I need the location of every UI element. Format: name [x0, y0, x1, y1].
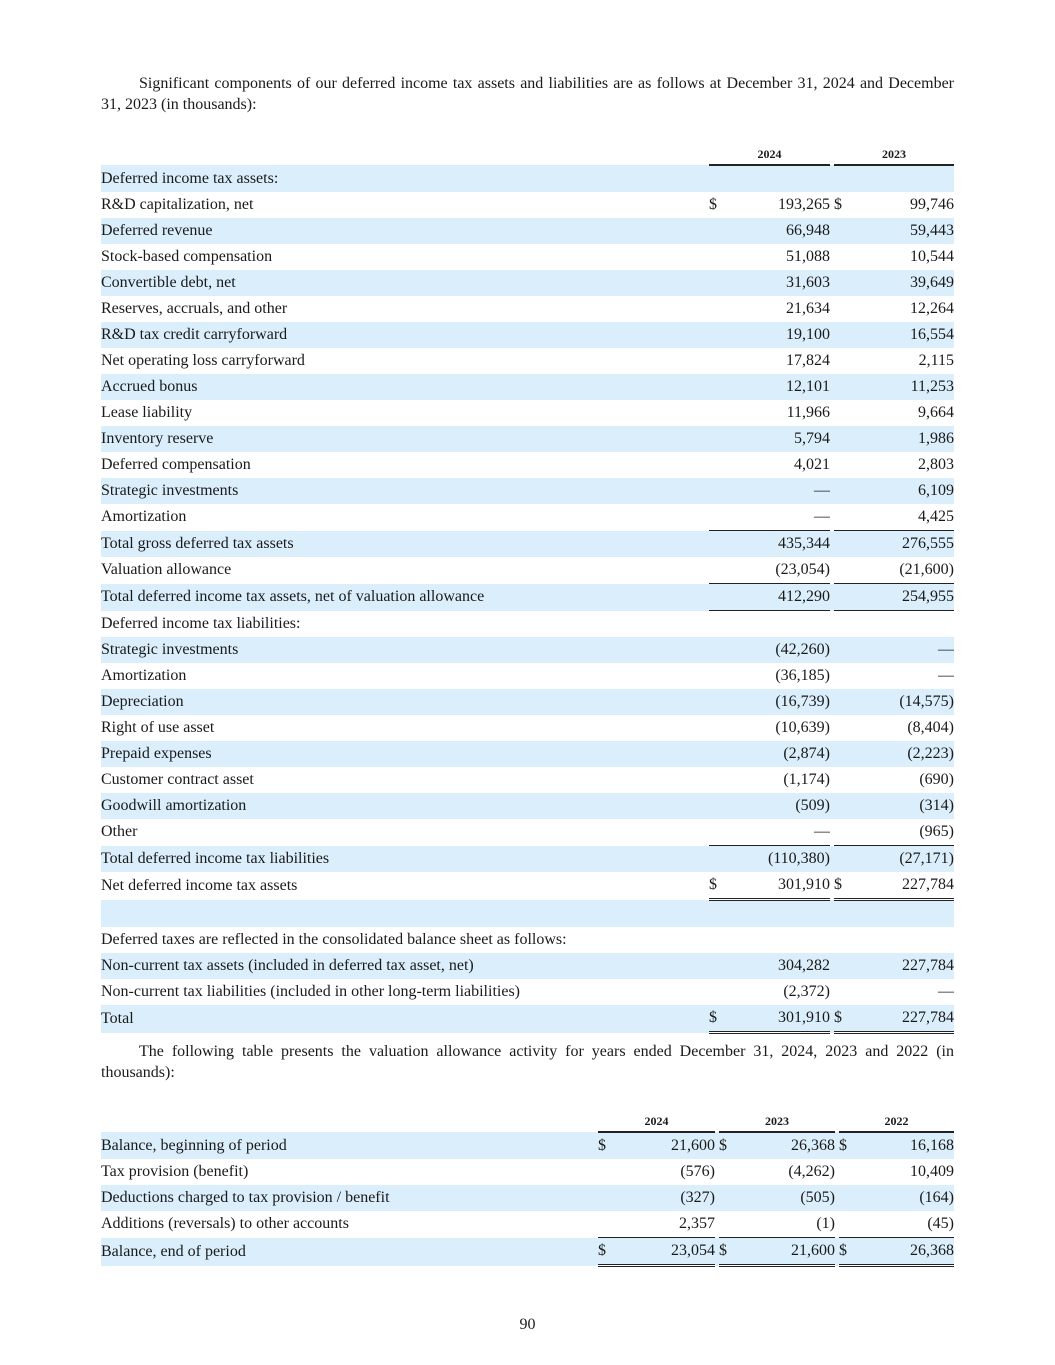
- cell-value: 21,600: [740, 1238, 835, 1266]
- currency-symbol: [709, 244, 730, 270]
- currency-symbol: [709, 793, 730, 819]
- currency-symbol: [709, 819, 730, 846]
- currency-symbol: [709, 165, 730, 192]
- currency-symbol: [709, 296, 730, 322]
- cell-value: (576): [680, 1163, 715, 1180]
- currency-symbol: [834, 741, 855, 767]
- currency-symbol: [839, 1211, 860, 1238]
- cell-value: 9,664: [918, 404, 954, 421]
- currency-symbol: [834, 819, 855, 846]
- table-row: [101, 793, 954, 819]
- table-row: [101, 452, 954, 478]
- currency-symbol: [839, 1159, 860, 1185]
- cell-value: (14,575): [855, 689, 954, 715]
- table-row: [101, 296, 954, 322]
- cell-value: (2,372): [783, 983, 830, 1000]
- currency-symbol: [709, 478, 730, 504]
- currency-symbol: [709, 504, 730, 531]
- table-row: [101, 426, 954, 452]
- currency-symbol: [709, 426, 730, 452]
- cell-value: (509): [730, 793, 830, 819]
- table-row: [101, 374, 954, 400]
- cell-value: 99,746: [910, 196, 954, 213]
- table-row: [101, 900, 954, 928]
- currency-symbol: [834, 244, 855, 270]
- row-label: Customer contract asset: [101, 771, 254, 788]
- row-label: Deferred compensation: [101, 456, 251, 473]
- cell-value: 2,803: [918, 456, 954, 473]
- currency-symbol: [834, 374, 855, 400]
- row-label: R&D capitalization, net: [101, 196, 254, 213]
- cell-value: 412,290: [730, 584, 830, 611]
- currency-symbol: [834, 218, 855, 244]
- currency-symbol: [719, 1211, 740, 1238]
- cell-value: 12,264: [910, 300, 954, 317]
- currency-symbol: [709, 900, 730, 928]
- row-label: Amortization: [101, 508, 187, 526]
- currency-symbol: $: [834, 196, 842, 213]
- cell-value: 12,101: [730, 374, 830, 400]
- row-label: Non-current tax assets (included in deferred tax asset, net): [101, 953, 709, 979]
- currency-symbol: [834, 584, 855, 611]
- currency-symbol: [834, 452, 855, 478]
- row-label: Goodwill amortization: [101, 793, 709, 819]
- cell-value: [855, 611, 954, 638]
- row-label: Total gross deferred tax assets: [101, 531, 709, 558]
- cell-value: 5,794: [730, 426, 830, 452]
- cell-value: 19,100: [730, 322, 830, 348]
- row-label: Additions (reversals) to other accounts: [101, 1215, 349, 1233]
- currency-symbol: [834, 927, 855, 953]
- cell-value: 4,021: [794, 456, 830, 473]
- cell-value: 21,600: [619, 1132, 715, 1159]
- row-label: Net deferred income tax assets: [101, 876, 298, 894]
- row-label: Strategic investments: [101, 637, 709, 663]
- cell-value: 301,910: [730, 872, 830, 900]
- header-spacer: [101, 1107, 598, 1132]
- currency-symbol: [709, 689, 730, 715]
- cell-value: (4,262): [788, 1163, 835, 1180]
- currency-symbol: [709, 270, 730, 296]
- row-label: R&D tax credit carryforward: [101, 322, 709, 348]
- cell-value: (45): [927, 1215, 954, 1232]
- currency-symbol: [834, 715, 855, 741]
- currency-symbol: [834, 400, 855, 426]
- cell-value: [855, 927, 954, 953]
- deferred-tax-table: [101, 140, 954, 1034]
- table-row: [101, 557, 954, 584]
- currency-symbol: [709, 715, 730, 741]
- cell-value: [855, 900, 954, 928]
- cell-value: 11,253: [855, 374, 954, 400]
- table-row: [101, 270, 954, 296]
- cell-value: 193,265: [778, 196, 830, 213]
- currency-symbol: [834, 504, 855, 531]
- row-label: Balance, end of period: [101, 1238, 598, 1266]
- cell-value: 10,409: [910, 1163, 954, 1180]
- cell-value: 435,344: [730, 531, 830, 558]
- table-row: [101, 348, 954, 374]
- cell-value: (690): [919, 771, 954, 788]
- row-label: Total: [101, 1005, 709, 1033]
- cell-value: 31,603: [730, 270, 830, 296]
- cell-value: —: [814, 508, 830, 525]
- row-label: Prepaid expenses: [101, 741, 709, 767]
- row-label: Inventory reserve: [101, 426, 709, 452]
- currency-symbol: [709, 400, 730, 426]
- currency-symbol: [834, 663, 855, 689]
- cell-value: 227,784: [855, 1005, 954, 1033]
- cell-value: (23,054): [730, 557, 830, 584]
- currency-symbol: [709, 322, 730, 348]
- year-header: 2023: [834, 140, 954, 165]
- table-row: [101, 478, 954, 504]
- table-row: [101, 846, 954, 873]
- table-row: [101, 1132, 954, 1159]
- cell-value: (16,739): [730, 689, 830, 715]
- cell-value: (27,171): [855, 846, 954, 873]
- cell-value: 17,824: [786, 352, 830, 369]
- currency-symbol: [709, 218, 730, 244]
- cell-value: 2,115: [918, 352, 954, 369]
- currency-symbol: $: [834, 1005, 855, 1033]
- cell-value: [730, 611, 830, 638]
- cell-value: 51,088: [786, 248, 830, 265]
- row-label: Amortization: [101, 667, 187, 684]
- cell-value: (36,185): [775, 667, 830, 684]
- row-label: Stock-based compensation: [101, 248, 273, 265]
- row-label: Tax provision (benefit): [101, 1163, 249, 1180]
- table-row: [101, 927, 954, 953]
- row-label: Deferred revenue: [101, 218, 709, 244]
- row-label: [101, 900, 709, 928]
- currency-symbol: [598, 1185, 619, 1211]
- table-header-row: [101, 1107, 954, 1132]
- currency-symbol: $: [834, 872, 855, 900]
- row-label: Balance, beginning of period: [101, 1132, 598, 1159]
- cell-value: (110,380): [730, 846, 830, 873]
- currency-symbol: [834, 611, 855, 638]
- header-spacer: [101, 140, 709, 165]
- currency-symbol: $: [719, 1238, 740, 1266]
- currency-symbol: [709, 767, 730, 793]
- currency-symbol: $: [839, 1132, 860, 1159]
- currency-symbol: [709, 374, 730, 400]
- year-header: 2024: [709, 140, 830, 165]
- cell-value: (8,404): [907, 719, 954, 736]
- currency-symbol: [709, 348, 730, 374]
- row-label: Reserves, accruals, and other: [101, 300, 288, 317]
- cell-value: 254,955: [855, 584, 954, 611]
- currency-symbol: [834, 637, 855, 663]
- currency-symbol: [598, 1159, 619, 1185]
- table-row: [101, 872, 954, 900]
- currency-symbol: [709, 584, 730, 611]
- row-label: Deferred income tax assets:: [101, 165, 709, 192]
- cell-value: (505): [740, 1185, 835, 1211]
- table-row: [101, 979, 954, 1005]
- table-row: [101, 218, 954, 244]
- cell-value: 66,948: [730, 218, 830, 244]
- table-row: [101, 819, 954, 846]
- cell-value: 2,357: [679, 1215, 715, 1232]
- table-row: [101, 1159, 954, 1185]
- currency-symbol: [834, 478, 855, 504]
- currency-symbol: [709, 531, 730, 558]
- currency-symbol: [709, 637, 730, 663]
- cell-value: (164): [860, 1185, 954, 1211]
- cell-value: 4,425: [918, 508, 954, 525]
- cell-value: 227,784: [855, 953, 954, 979]
- cell-value: [730, 927, 830, 953]
- currency-symbol: [834, 689, 855, 715]
- cell-value: 16,554: [855, 322, 954, 348]
- table-row: [101, 689, 954, 715]
- table-row: [101, 531, 954, 558]
- cell-value: (327): [619, 1185, 715, 1211]
- currency-symbol: [839, 1185, 860, 1211]
- cell-value: (21,600): [855, 557, 954, 584]
- row-label: Total deferred income tax liabilities: [101, 846, 709, 873]
- currency-symbol: $: [839, 1238, 860, 1266]
- row-label: Convertible debt, net: [101, 270, 709, 296]
- currency-symbol: [709, 953, 730, 979]
- currency-symbol: [834, 165, 855, 192]
- row-label: Net operating loss carryforward: [101, 352, 305, 369]
- cell-value: (10,639): [775, 719, 830, 736]
- currency-symbol: [709, 927, 730, 953]
- currency-symbol: [834, 953, 855, 979]
- row-label: Deductions charged to tax provision / benefit: [101, 1185, 598, 1211]
- currency-symbol: [834, 767, 855, 793]
- row-label: Valuation allowance: [101, 561, 232, 579]
- currency-symbol: [719, 1159, 740, 1185]
- year-header: 2022: [839, 1107, 954, 1132]
- currency-symbol: [834, 557, 855, 584]
- row-label: Lease liability: [101, 404, 193, 421]
- cell-value: —: [938, 667, 954, 684]
- currency-symbol: $: [709, 1005, 730, 1033]
- row-label: Accrued bonus: [101, 374, 709, 400]
- year-header: 2023: [719, 1107, 835, 1132]
- cell-value: (2,223): [855, 741, 954, 767]
- row-label: Strategic investments: [101, 478, 709, 504]
- table-row: [101, 1238, 954, 1266]
- table-row: [101, 322, 954, 348]
- row-label: Other: [101, 823, 138, 841]
- table-header-row: [101, 140, 954, 165]
- currency-symbol: [834, 793, 855, 819]
- cell-value: 59,443: [855, 218, 954, 244]
- cell-value: (42,260): [730, 637, 830, 663]
- currency-symbol: [709, 611, 730, 638]
- valuation-allowance-table: [101, 1107, 954, 1267]
- table-row: [101, 715, 954, 741]
- table-row: [101, 1211, 954, 1238]
- table-row: [101, 504, 954, 531]
- cell-value: [730, 900, 830, 928]
- currency-symbol: [709, 452, 730, 478]
- row-label: Depreciation: [101, 689, 709, 715]
- currency-symbol: [834, 426, 855, 452]
- cell-value: 276,555: [855, 531, 954, 558]
- currency-symbol: [834, 322, 855, 348]
- currency-symbol: $: [719, 1132, 740, 1159]
- table-row: [101, 244, 954, 270]
- table-row: [101, 1005, 954, 1033]
- cell-value: (965): [919, 823, 954, 840]
- cell-value: [855, 165, 954, 192]
- cell-value: —: [814, 823, 830, 840]
- cell-value: —: [938, 983, 954, 1000]
- cell-value: 21,634: [786, 300, 830, 317]
- currency-symbol: [834, 531, 855, 558]
- currency-symbol: [834, 270, 855, 296]
- table-row: [101, 611, 954, 638]
- cell-value: 1,986: [855, 426, 954, 452]
- currency-symbol: [709, 846, 730, 873]
- cell-value: 23,054: [619, 1238, 715, 1266]
- table-row: [101, 953, 954, 979]
- row-label: Total deferred income tax assets, net of valuation allowance: [101, 584, 709, 611]
- cell-value: 26,368: [860, 1238, 954, 1266]
- currency-symbol: $: [598, 1238, 619, 1266]
- cell-value: [730, 165, 830, 192]
- cell-value: —: [730, 478, 830, 504]
- currency-symbol: [719, 1185, 740, 1211]
- cell-value: (1,174): [783, 771, 830, 788]
- currency-symbol: [709, 557, 730, 584]
- cell-value: 11,966: [786, 404, 830, 421]
- page-number: 90: [519, 1316, 536, 1333]
- currency-symbol: $: [598, 1132, 619, 1159]
- cell-value: (314): [855, 793, 954, 819]
- cell-value: —: [855, 637, 954, 663]
- table-row: [101, 192, 954, 218]
- row-label: Deferred income tax liabilities:: [101, 614, 301, 632]
- table-row: [101, 1185, 954, 1211]
- row-label: Deferred taxes are reflected in the consolidated balance sheet as follows:: [101, 931, 567, 948]
- currency-symbol: [709, 741, 730, 767]
- table-row: [101, 637, 954, 663]
- cell-value: 227,784: [855, 872, 954, 900]
- currency-symbol: $: [709, 196, 717, 213]
- cell-value: 16,168: [860, 1132, 954, 1159]
- cell-value: (2,874): [730, 741, 830, 767]
- table-row: [101, 767, 954, 793]
- currency-symbol: $: [709, 872, 730, 900]
- cell-value: 10,544: [910, 248, 954, 265]
- currency-symbol: [709, 663, 730, 689]
- row-label: Right of use asset: [101, 719, 215, 736]
- cell-value: 301,910: [730, 1005, 830, 1033]
- currency-symbol: [834, 296, 855, 322]
- cell-value: 304,282: [730, 953, 830, 979]
- cell-value: 39,649: [855, 270, 954, 296]
- cell-value: 26,368: [740, 1132, 835, 1159]
- currency-symbol: [709, 979, 730, 1005]
- currency-symbol: [598, 1211, 619, 1238]
- table-row: [101, 663, 954, 689]
- intro-paragraph: Significant components of our deferred income tax assets and liabilities are as follows at December 31, 2024 and December 31, 2023 (in thousands):: [101, 75, 954, 113]
- row-label: Non-current tax liabilities (included in other long-term liabilities): [101, 983, 520, 1000]
- currency-symbol: [834, 900, 855, 928]
- cell-value: 6,109: [855, 478, 954, 504]
- table-row: [101, 165, 954, 192]
- table-row: [101, 741, 954, 767]
- year-header: 2024: [598, 1107, 715, 1132]
- valuation-paragraph: The following table presents the valuation allowance activity for years ended December 31, 2024, 2023 and 2022 (in thousands):: [101, 1043, 954, 1081]
- currency-symbol: [834, 846, 855, 873]
- table-row: [101, 400, 954, 426]
- cell-value: (1): [816, 1215, 835, 1232]
- currency-symbol: [834, 979, 855, 1005]
- currency-symbol: [834, 348, 855, 374]
- table-row: [101, 584, 954, 611]
